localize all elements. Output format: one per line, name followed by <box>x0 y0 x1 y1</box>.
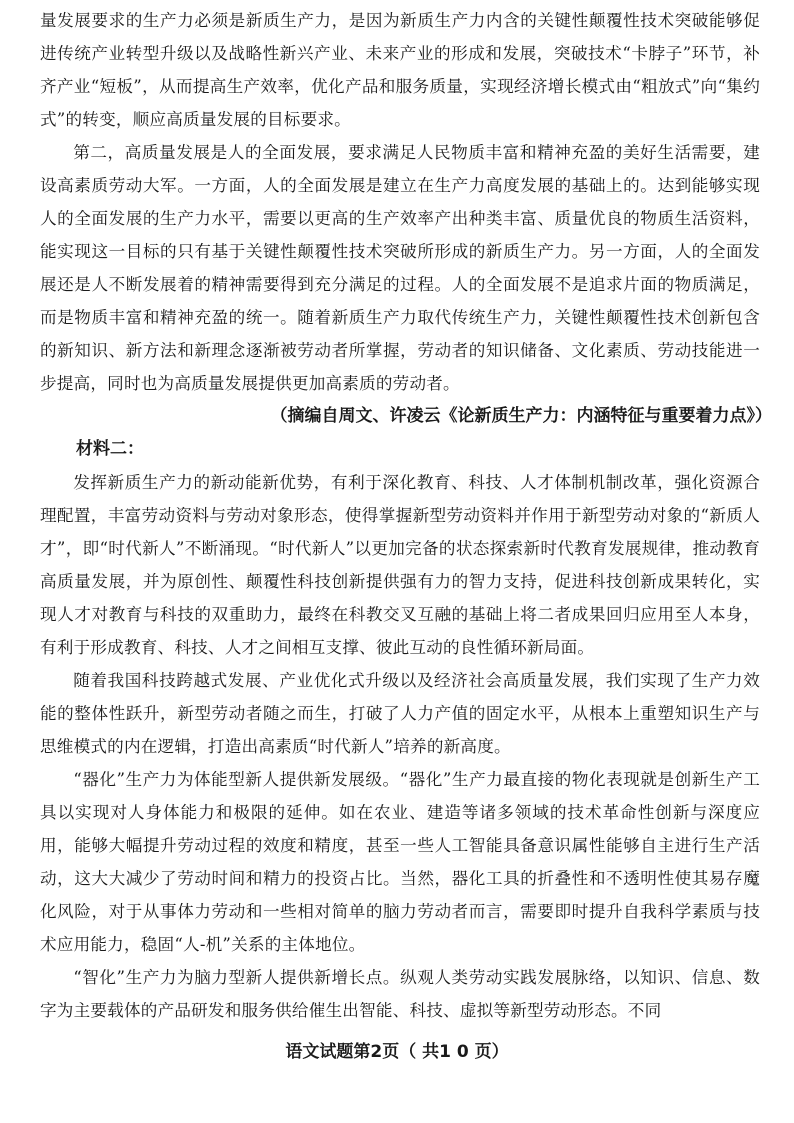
paragraph-material-two-3: “器化”生产力为体能型新人提供新发展级。“器化”生产力最直接的物化表现就是创新生产工具以实现对人身体能力和极限的延伸。如在农业、建造等诸多领域的技术革命性创新与深度应用，能够大幅提升劳动过程的效度和精度，甚至一些人工智能具备意识属性能够自主进行生产活动，这大大减少了劳动时间和精力的投资占比。当然，器化工具的折叠性和不透明性使其易存魔化风险，对于从事体力劳动和一些相对简单的脑力劳动者而言，需要即时提升自我科学素质与技术应用能力，稳固“人-机”关系的主体地位。 <box>40 770 760 954</box>
paragraph-second-point: 第二，高质量发展是人的全面发展，要求满足人民物质丰富和精神充盈的美好生活需要，建设高素质劳动大军。一方面，人的全面发展是建立在生产力高度发展的基础上的。达到能够实现人的全面发展的生产力水平，需要以更高的生产效率产出种类丰富、质量优良的物质生活资料，能实现这一目标的只有基于关键性颠覆性技术突破所形成的新质生产力。另一方面，人的全面发展还是人不断发展着的精神需要得到充分满足的过程。人的全面发展不是追求片面的物质满足，而是物质丰富和精神充盈的统一。随着新质生产力取代传统生产力，关键性颠覆性技术创新包含的新知识、新方法和新理念逐渐被劳动者所掌握，劳动者的知识储备、文化素质、劳动技能进一步提高，同时也为高质量发展提供更加高素质的劳动者。 <box>40 143 760 393</box>
paragraph-continuation: 量发展要求的生产力必须是新质生产力，是因为新质生产力内含的关键性颠覆性技术突破能够促进传统产业转型升级以及战略性新兴产业、未来产业的形成和发展，突破技术“卡脖子”环节，补齐产业“短板”，从而提高生产效率，优化产品和服务质量，实现经济增长模式由“粗放式”向“集约式”的转变，顺应高质量发展的目标要求。 <box>40 11 760 129</box>
paragraph-material-two-4: “智化”生产力为脑力型新人提供新增长点。纵观人类劳动实践发展脉络，以知识、信息、数字为主要载体的产品研发和服务供给催生出智能、科技、虚拟等新型劳动形态。不同 <box>40 968 760 1020</box>
material-two-heading: 材料二： <box>76 439 144 459</box>
source-citation: （摘编自周文、许凌云《论新质生产力：内涵特征与重要着力点》） <box>270 406 772 426</box>
paragraph-material-two-2: 随着我国科技跨越式发展、产业优化式升级以及经济社会高质量发展，我们实现了生产力效能的整体性跃升，新型劳动者随之而生，打破了人力产值的固定水平，从根本上重塑知识生产与思维模式的内在逻辑，打造出高素质“时代新人”培养的新高度。 <box>40 671 760 756</box>
page-footer: 语文试题第2页（ 共1 0 页） <box>285 1042 509 1062</box>
paragraph-material-two-1: 发挥新质生产力的新动能新优势，有利于深化教育、科技、人才体制机制改革，强化资源合理配置，丰富劳动资料与劳动对象形态，使得掌握新型劳动资料并作用于新型劳动对象的“新质人才”，即“时代新人”不断涌现。“时代新人”以更加完备的状态探索新时代教育发展规律，推动教育高质量发展，并为原创性、颠覆性科技创新提供强有力的智力支持，促进科技创新成果转化，实现人才对教育与科技的双重助力，最终在科教交叉互融的基础上将二者成果回归应用至人本身，有利于形成教育、科技、人才之间相互支撑、彼此互动的良性循环新局面。 <box>40 473 760 657</box>
